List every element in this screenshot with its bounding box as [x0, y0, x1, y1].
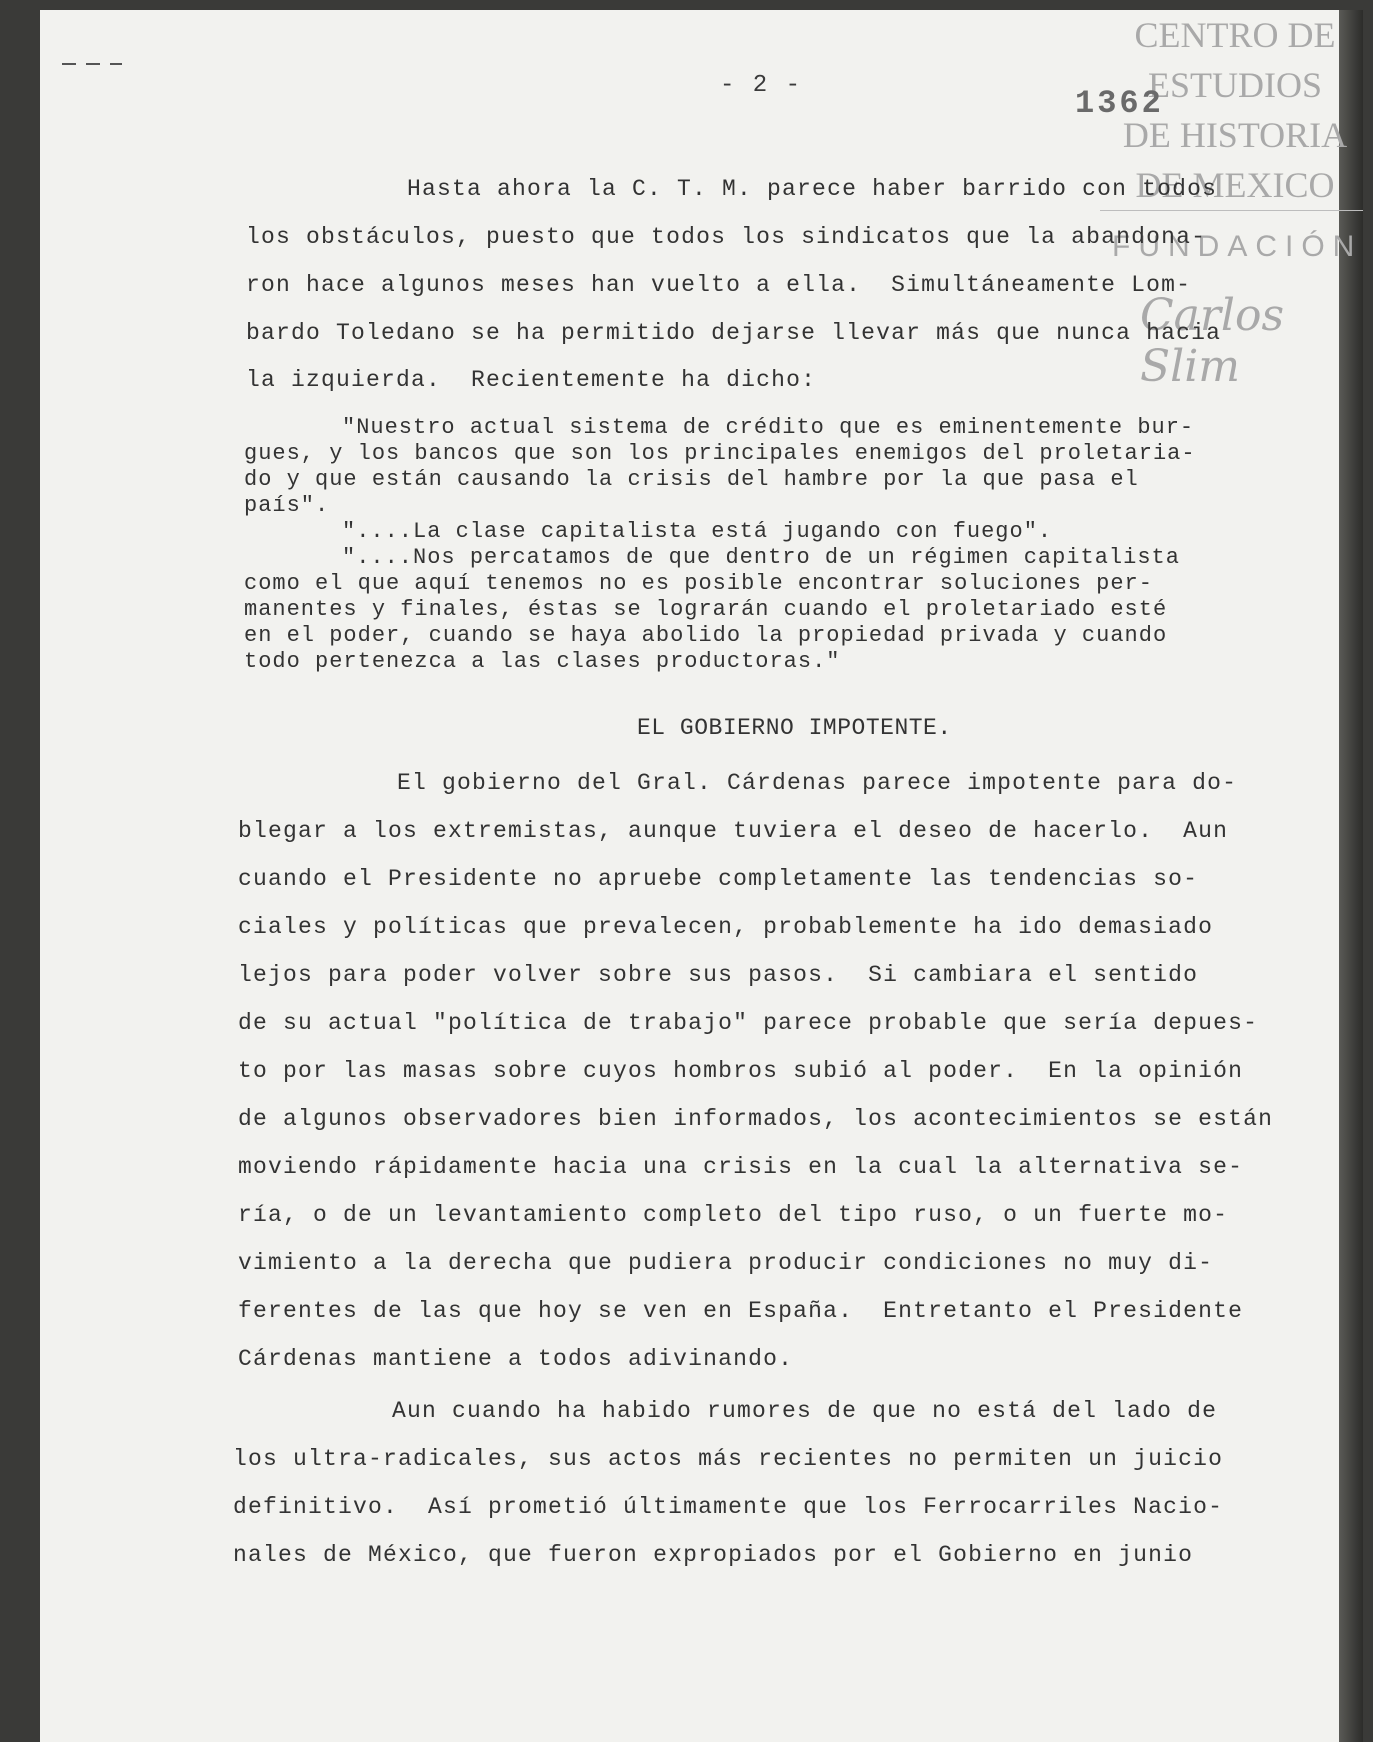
text-line: de su actual "política de trabajo" parece probable que sería depues- — [238, 1010, 1259, 1036]
folio-number: 1362 — [1075, 85, 1164, 122]
text-line: Hasta ahora la C. T. M. parece haber barrido con todos — [407, 176, 1218, 202]
text-line: moviendo rápidamente hacia una crisis en la cual la alternativa se- — [238, 1154, 1244, 1180]
watermark-line: ESTUDIOS — [1147, 65, 1322, 105]
watermark-signature: Carlos Slim — [1140, 290, 1285, 392]
text-line: lejos para poder volver sobre sus pasos. Si cambiara el sentido — [238, 962, 1199, 988]
text-line: nales de México, que fueron expropiados por el Gobierno en junio — [233, 1542, 1194, 1568]
watermark-line: DE HISTORIA — [1122, 115, 1348, 155]
quote-line: "....La clase capitalista está jugando con fuego". — [342, 519, 1053, 544]
scan-edge — [1339, 10, 1363, 1742]
text-line: ferentes de las que hoy se ven en España. Entretanto el Presidente — [238, 1298, 1244, 1324]
text-line: to por las masas sobre cuyos hombros subió al poder. En la opinión — [238, 1058, 1244, 1084]
text-line: blegar a los extremistas, aunque tuviera el deseo de hacerlo. Aun — [238, 818, 1229, 844]
quote-line: manentes y finales, éstas se lograrán cuando el proletariado esté — [244, 597, 1168, 622]
quote-line: gues, y los bancos que son los principales enemigos del proletaria- — [244, 441, 1196, 466]
text-line: vimiento a la derecha que pudiera producir condiciones no muy di- — [238, 1250, 1214, 1276]
text-line: los ultra-radicales, sus actos más recientes no permiten un juicio — [233, 1446, 1224, 1472]
text-line: cuando el Presidente no apruebe completamente las tendencias so- — [238, 866, 1199, 892]
text-line: los obstáculos, puesto que todos los sindicatos que la abandona- — [246, 224, 1207, 250]
text-line: ron hace algunos meses han vuelto a ella. Simultáneamente Lom- — [246, 272, 1192, 298]
ink-mark — [62, 62, 142, 66]
quote-line: país". — [244, 493, 330, 518]
quote-line: en el poder, cuando se haya abolido la propiedad privada y cuando — [244, 623, 1168, 648]
text-line: definitivo. Así prometió últimamente que los Ferrocarriles Nacio- — [233, 1494, 1224, 1520]
text-line: Aun cuando ha habido rumores de que no está del lado de — [392, 1398, 1218, 1424]
page-number: - 2 - — [720, 72, 803, 99]
watermark-foundation: FUNDACIÓN — [1112, 230, 1363, 263]
text-line: ría, o de un levantamiento completo del tipo ruso, o un fuerte mo- — [238, 1202, 1229, 1228]
text-line: Cárdenas mantiene a todos adivinando. — [238, 1346, 794, 1372]
section-title: EL GOBIERNO IMPOTENTE. — [637, 715, 952, 741]
text-line: bardo Toledano se ha permitido dejarse llevar más que nunca hacia — [246, 320, 1222, 346]
watermark-line: DE MEXICO — [1135, 165, 1335, 205]
text-line: la izquierda. Recientemente ha dicho: — [246, 367, 817, 393]
watermark-line: CENTRO DE — [1134, 15, 1336, 55]
quote-line: "Nuestro actual sistema de crédito que es eminentemente bur- — [342, 415, 1195, 440]
text-line: El gobierno del Gral. Cárdenas parece impotente para do- — [397, 770, 1238, 796]
text-line: de algunos observadores bien informados, los acontecimientos se están — [238, 1106, 1274, 1132]
quote-line: como el que aquí tenemos no es posible encontrar soluciones per- — [244, 571, 1153, 596]
quote-line: "....Nos percatamos de que dentro de un régimen capitalista — [342, 545, 1180, 570]
quote-line: do y que están causando la crisis del hambre por la que pasa el — [244, 467, 1139, 492]
document-page — [40, 10, 1363, 1742]
watermark-divider — [1100, 210, 1363, 211]
quote-line: todo pertenezca a las clases productoras." — [244, 649, 841, 674]
text-line: ciales y políticas que prevalecen, probablemente ha ido demasiado — [238, 914, 1214, 940]
